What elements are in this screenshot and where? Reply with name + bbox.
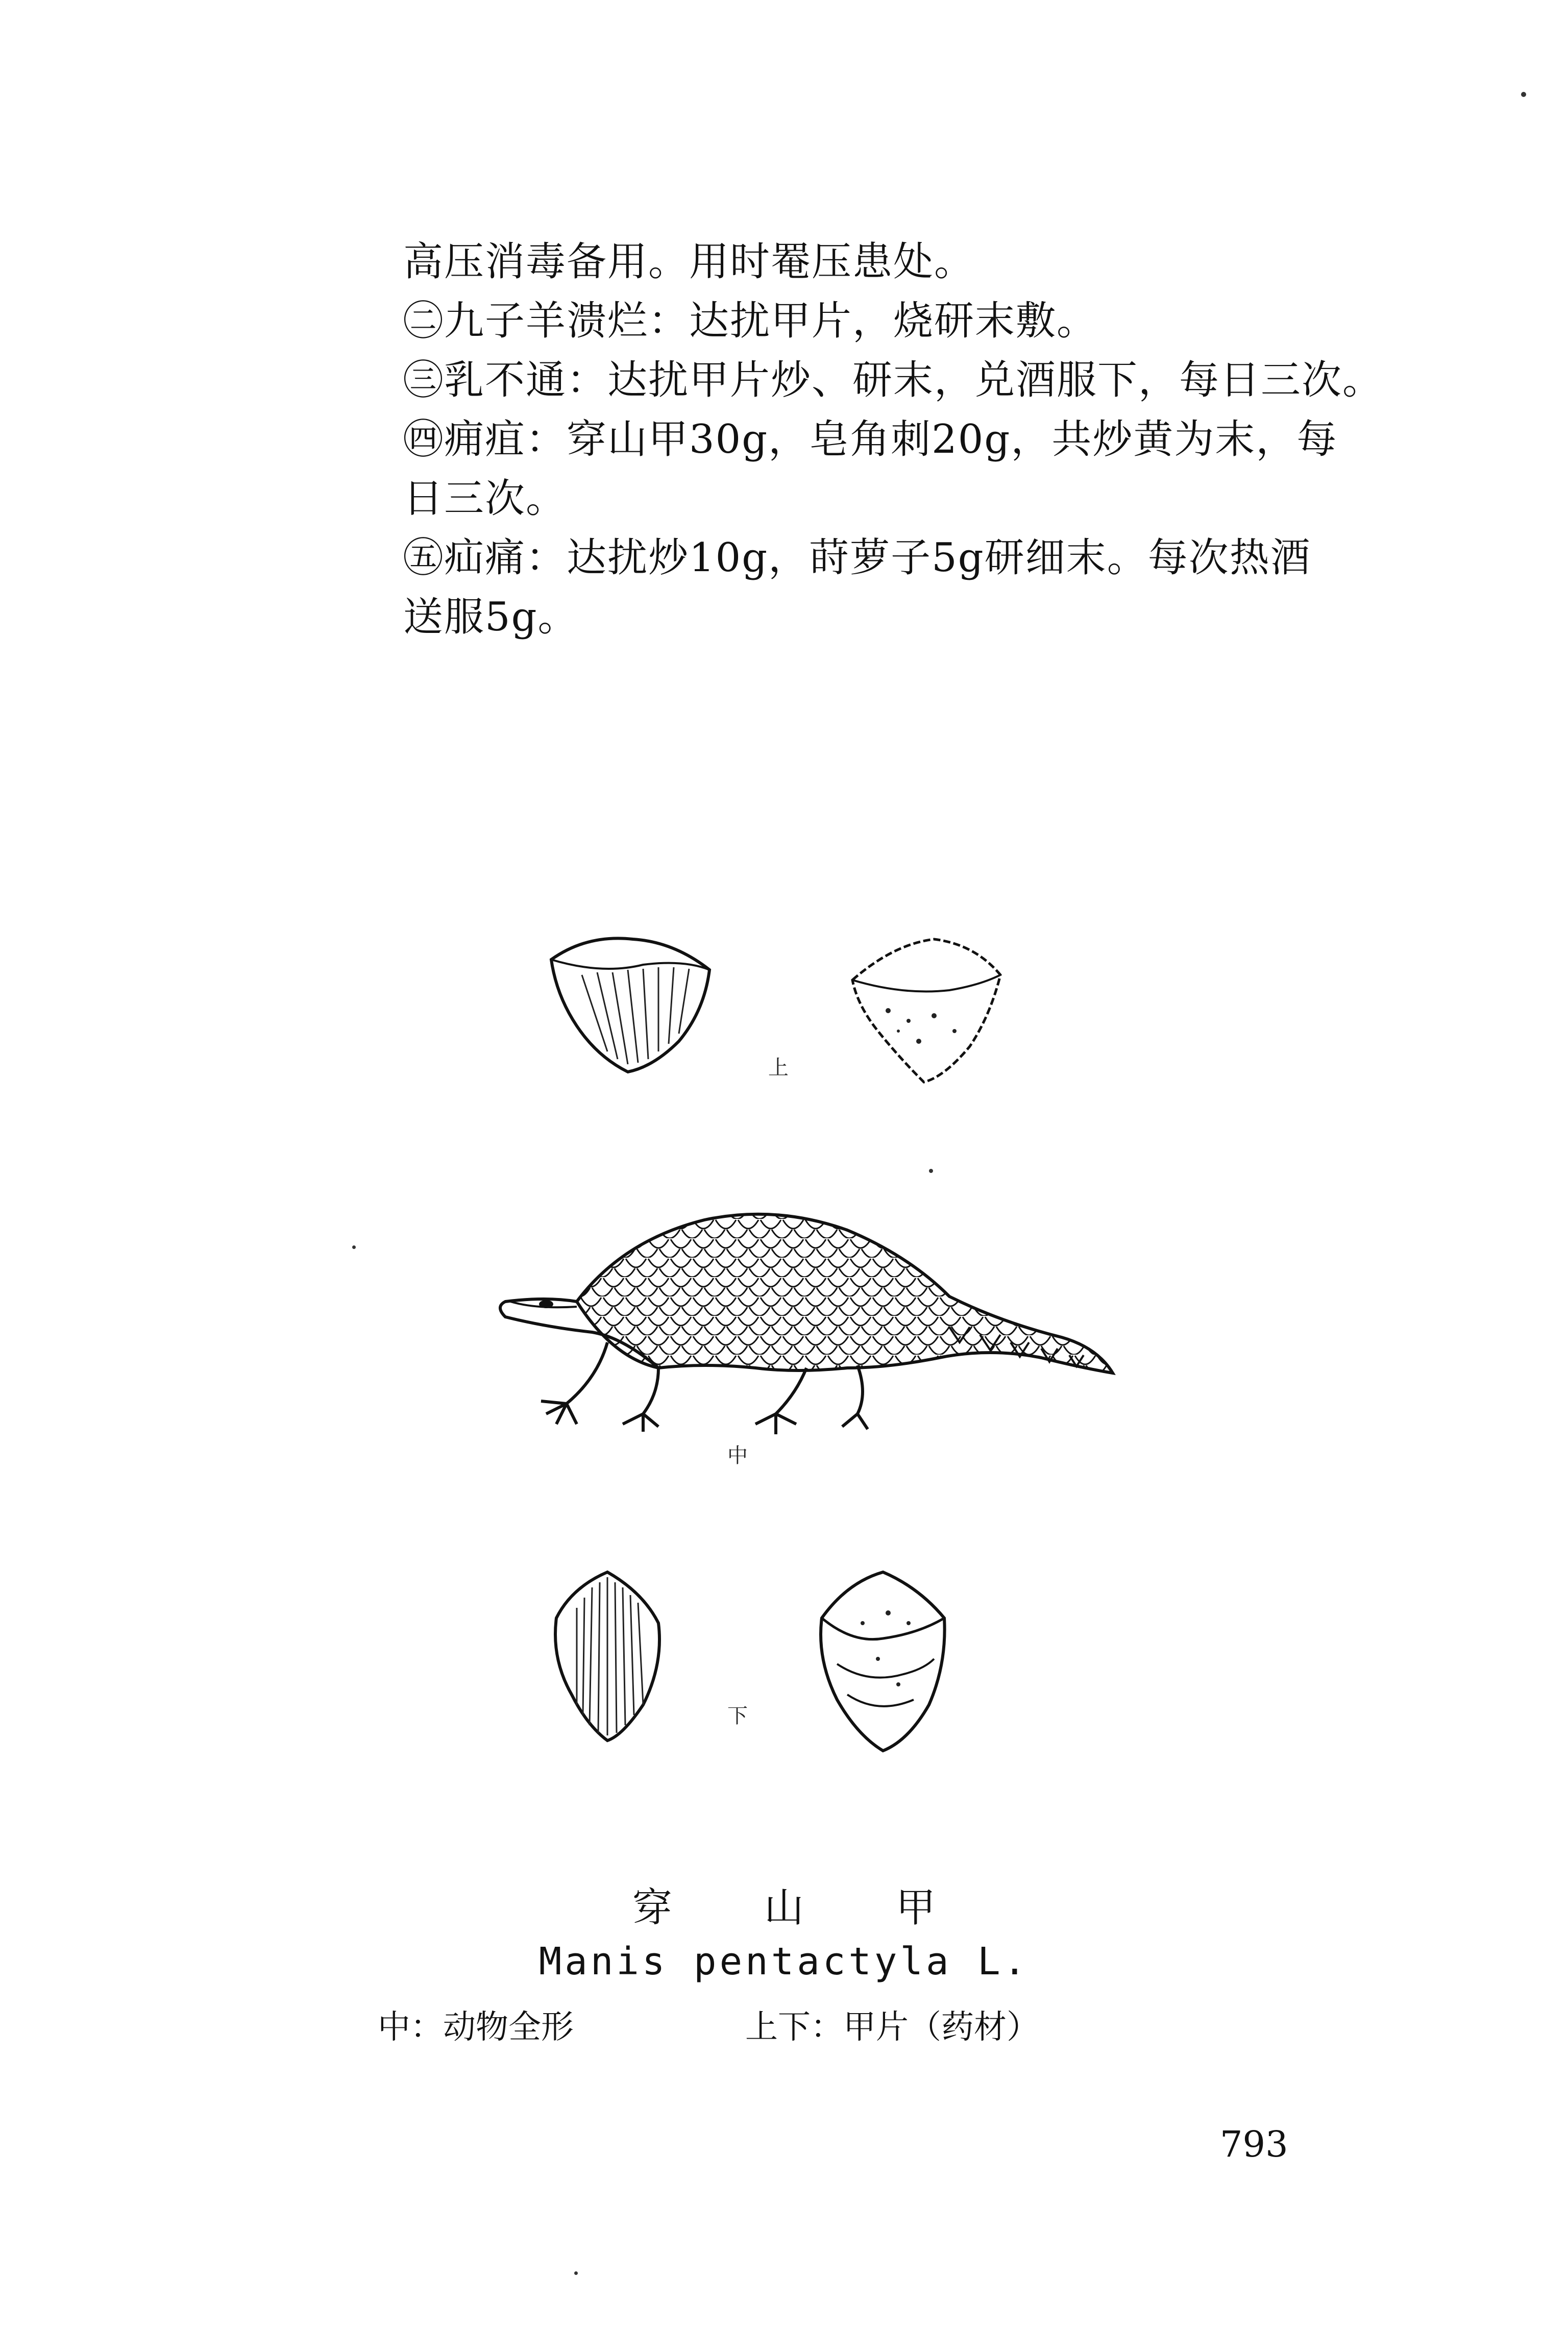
- figure-label-bottom: 下: [727, 1704, 748, 1728]
- paragraph-line: ㊄疝痛：达扰炒10g，莳萝子5g研细末。每次热酒: [403, 535, 1311, 581]
- figure-label-middle: 中: [727, 1444, 748, 1467]
- paragraph-line: ㊃痈疽：穿山甲30g，皂角刺20g，共炒黄为末，每: [403, 417, 1338, 462]
- scale-illustration-top-right: [842, 929, 1011, 1087]
- paragraph-line: 高压消毒备用。用时罨压患处。: [403, 239, 975, 285]
- scale-illustration-bottom-right: [806, 1562, 960, 1756]
- figure-label-top: 上: [768, 1056, 789, 1080]
- figure-latin-name: Manis pentactyla L.: [538, 1940, 1030, 1983]
- paragraph-line: ㊂乳不通：达扰甲片炒、研末，兑酒服下，每日三次。: [403, 357, 1384, 403]
- print-speck: [352, 1245, 356, 1249]
- figure-title: 穿山甲: [632, 1885, 1027, 1931]
- scale-illustration-top-left: [541, 929, 725, 1082]
- figure-legend-middle: 中：动物全形: [378, 2009, 574, 2046]
- print-speck: [929, 1169, 933, 1173]
- paragraph-line: 日三次。: [403, 476, 567, 522]
- pangolin-illustration: [490, 1199, 1128, 1475]
- figure-legend-top-bottom: 上下：甲片（药材）: [745, 2009, 1039, 2046]
- paragraph-line: ㊁九子羊溃烂：达扰甲片，烧研末敷。: [403, 298, 1098, 344]
- print-speck: [574, 2271, 578, 2275]
- body-text: [403, 232, 1384, 647]
- print-speck: [1521, 92, 1526, 97]
- paragraph-line: 送服5g。: [403, 594, 579, 640]
- page-number: 793: [1220, 2123, 1288, 2165]
- scale-illustration-bottom-left: [541, 1562, 674, 1746]
